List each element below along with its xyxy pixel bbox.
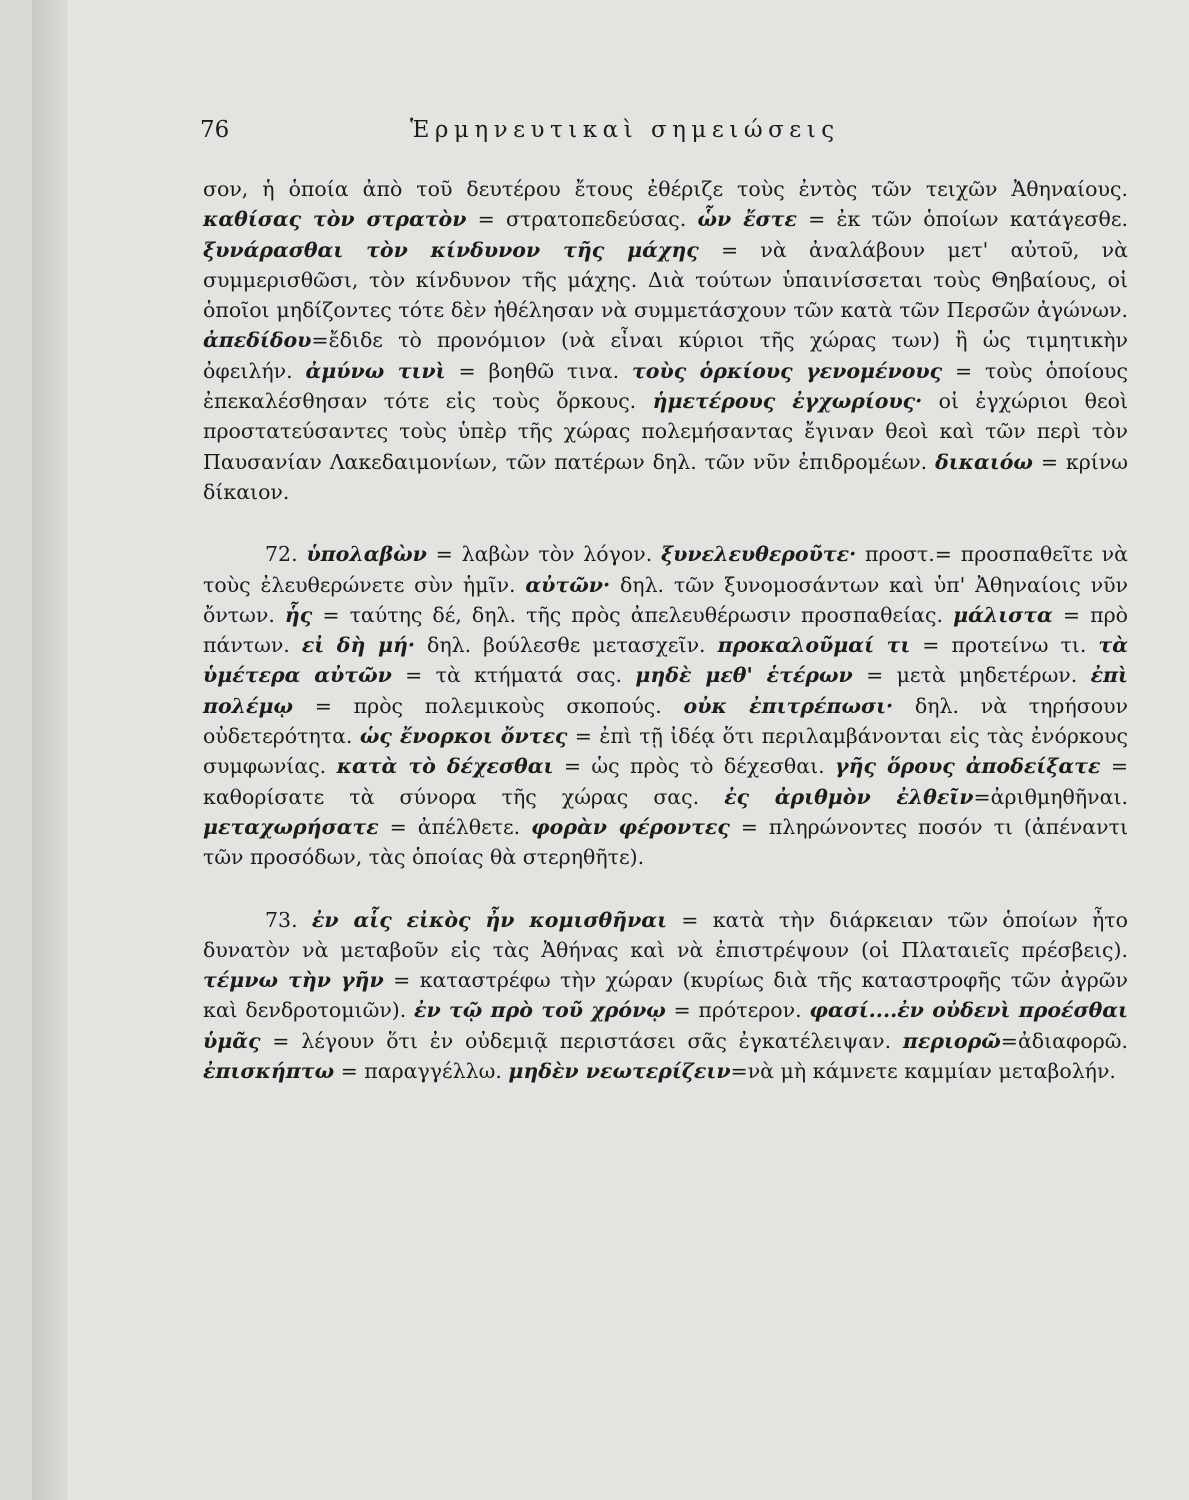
gloss-text: = τοὺς ὁποίους ἐπεκαλέσθησαν τότε εἰς τοὺς ὅρκους. bbox=[203, 358, 1128, 414]
gloss-text: δηλ. βούλεσθε μετασχεῖν. bbox=[415, 633, 718, 658]
lemma-term: οὐκ ἐπιτρέπωσι· bbox=[683, 693, 894, 718]
gloss-text: = νὰ ἀναλάβουν μετ' αὐτοῦ, νὰ συμμερισθῶσι, τὸν κίνδυνον τῆς μάχης. Διὰ τούτων ὑπαινίσσεται τοὺς Θηβαίους, οἱ ὁποῖοι μηδίζοντες τότε δὲν ἠθέλησαν νὰ συμμετάσχουν τῶν κατὰ τῶν Περσῶν ἀγώνων. bbox=[203, 237, 1128, 323]
gloss-text: = καταστρέφω τὴν χώραν (κυρίως διὰ τῆς καταστροφῆς τῶν ἀγρῶν καὶ δενδροτομιῶν). bbox=[203, 968, 1128, 1023]
lemma-term: ἐπισκήπτω bbox=[203, 1059, 335, 1084]
lemma-term: τοὺς ὁρκίους γενομένους bbox=[632, 358, 943, 383]
lemma-term: ἀμύνω τινὶ bbox=[305, 358, 446, 383]
lemma-term: ἐν αἷς εἰκὸς ἦν κομισθῆναι bbox=[311, 907, 667, 932]
lemma-term: ἐπὶ πολέμῳ bbox=[203, 663, 1128, 718]
gloss-text: σον, ἡ ὁποία ἀπὸ τοῦ δευτέρου ἔτους ἐθέριζε τοὺς ἐντὸς τῶν τειχῶν Ἀθηναίους. bbox=[203, 177, 1128, 201]
gloss-text: = πρὸς πολεμικοὺς σκοπούς. bbox=[293, 693, 684, 718]
lemma-term: τὰ ὑμέτερα αὐτῶν bbox=[203, 633, 1128, 688]
gloss-text: = καθορίσατε τὰ σύνορα τῆς χώρας σας. bbox=[203, 754, 1128, 809]
lemma-term: καθίσας τὸν στρατὸν bbox=[203, 207, 467, 232]
lemma-term: μηδὲν νεωτερίζειν bbox=[508, 1059, 731, 1084]
gloss-text: = ἐκ τῶν ὁποίων κατάγεσθε. bbox=[796, 207, 1129, 232]
gloss-text: = βοηθῶ τινα. bbox=[445, 358, 632, 383]
gloss-text: προστ.= προσπαθεῖτε νὰ τοὺς ἐλευθερώνετε σὺν ἡμῖν. bbox=[203, 542, 1128, 597]
gloss-text: = πρότερον. bbox=[665, 998, 810, 1023]
gloss-text: δηλ. τῶν ξυνομοσάντων καὶ ὑπ' Ἀθηναίοις νῦν ὄντων. bbox=[203, 572, 1128, 627]
lemma-term: ὡς ἔνορκοι ὄντες bbox=[359, 724, 568, 749]
gloss-text: = στρατοπεδεύσας. bbox=[466, 207, 698, 232]
paragraph-number: 73. bbox=[265, 907, 298, 932]
running-title: Ἑρμηνευτικαὶ σημειώσεις bbox=[410, 117, 840, 143]
running-header bbox=[200, 117, 940, 149]
gloss-text: =ἀδιαφορῶ. bbox=[1000, 1028, 1128, 1053]
paragraph-number: 72. bbox=[265, 542, 298, 567]
lemma-term: ἐν τῷ πρὸ τοῦ χρόνῳ bbox=[414, 998, 666, 1023]
lemma-term: ξυνελευθεροῦτε· bbox=[661, 542, 857, 567]
gloss-text: οἱ ἐγχώριοι θεοὶ προστατεύσαντες τοὺς ὑπὲρ τῆς χώρας πολεμήσαντας ἔγιναν θεοὶ καὶ τῶν περὶ τὸν Παυσανίαν Λακεδαιμονίων, τῶν πατέρων δηλ. τῶν νῦν ἐπιδρομέων. bbox=[203, 389, 1128, 474]
lemma-term: ξυνάρασθαι τὸν κίνδυνον τῆς μάχης bbox=[203, 237, 699, 262]
page-number: 76 bbox=[200, 117, 230, 143]
gloss-text: = κατὰ τὴν διάρκειαν τῶν ὁποίων ἦτο δυνατὸν νὰ μεταβοῦν εἰς τὰς Ἀθήνας καὶ νὰ ἐπιστρέψουν (οἱ Πλαταιεῖς πρέσβεις). bbox=[203, 907, 1128, 962]
lemma-term: περιορῶ bbox=[902, 1028, 1001, 1053]
lemma-term: ἀπεδίδου bbox=[203, 328, 312, 353]
lemma-term: εἰ δὴ μή· bbox=[301, 633, 416, 658]
lemma-term: κατὰ τὸ δέχεσθαι bbox=[336, 754, 554, 779]
paragraph-continuation bbox=[203, 174, 1128, 507]
page-gutter-shadow bbox=[32, 0, 68, 1500]
gloss-text: = κρίνω δίκαιον. bbox=[203, 449, 1128, 504]
lemma-term: μεταχωρήσατε bbox=[203, 814, 379, 839]
lemma-term: μηδὲ μεθ' ἑτέρων bbox=[635, 663, 853, 688]
commentary-body bbox=[203, 174, 1128, 1086]
gloss-text: = τὰ κτήματά σας. bbox=[391, 663, 636, 688]
lemma-term: δικαιόω bbox=[935, 449, 1033, 474]
paragraph-72 bbox=[203, 539, 1128, 872]
gloss-text: =νὰ μὴ κάμνετε καμμίαν μεταβολήν. bbox=[730, 1059, 1116, 1084]
gloss-text: =ἔδιδε τὸ προνόμιον (νὰ εἶναι κύριοι τῆς χώρας των) ἢ ὡς τιμητικὴν ὀφειλήν. bbox=[203, 328, 1128, 383]
gloss-text: = λαβὼν τὸν λόγον. bbox=[426, 542, 662, 567]
gloss-text: = προτείνω τι. bbox=[910, 633, 1099, 658]
gloss-text: = ἀπέλθετε. bbox=[378, 814, 532, 839]
gloss-text: = μετὰ μηδετέρων. bbox=[852, 663, 1091, 688]
lemma-term: προκαλοῦμαί τι bbox=[717, 633, 911, 658]
lemma-term: ὧν ἔστε bbox=[697, 207, 797, 232]
gloss-text: = παραγγέλλω. bbox=[334, 1059, 509, 1084]
lemma-term: φορὰν φέροντες bbox=[531, 814, 730, 839]
paragraph-73 bbox=[203, 905, 1128, 1087]
lemma-term: τέμνω τὴν γῆν bbox=[203, 968, 384, 993]
gloss-text: = ὡς πρὸς τὸ δέχεσθαι. bbox=[553, 754, 836, 779]
gloss-text: = ἐπὶ τῇ ἰδέᾳ ὅτι περιλαμβάνονται εἰς τὰς ἐνόρκους συμφωνίας. bbox=[203, 724, 1128, 779]
gloss-text: =ἀριθμηθῆναι. bbox=[973, 784, 1128, 809]
lemma-term: ἡμετέρους ἐγχωρίους· bbox=[652, 389, 923, 414]
lemma-term: αὐτῶν· bbox=[525, 572, 611, 597]
gloss-text: δηλ. νὰ τηρήσουν οὐδετερότητα. bbox=[203, 693, 1128, 749]
lemma-term: μάλιστα bbox=[953, 602, 1053, 627]
gloss-text: = λέγουν ὅτι ἐν οὐδεμιᾷ περιστάσει σᾶς ἐγκατέλειψαν. bbox=[260, 1028, 903, 1053]
lemma-term: φασί....ἐν οὐδενὶ προέσθαι ὑμᾶς bbox=[203, 998, 1128, 1053]
gloss-text: = πληρώνοντες ποσόν τι (ἀπέναντι τῶν προσόδων, τὰς ὁποίας θὰ στερηθῆτε). bbox=[203, 814, 1128, 870]
lemma-term: γῆς ὅρους ἀποδείξατε bbox=[835, 754, 1101, 779]
gloss-text: = ταύτης δέ, δηλ. τῆς πρὸς ἀπελευθέρωσιν προσπαθείας. bbox=[312, 602, 954, 627]
lemma-term: ἐς ἀριθμὸν ἐλθεῖν bbox=[724, 784, 974, 809]
gloss-text: = πρὸ πάντων. bbox=[203, 602, 1129, 658]
lemma-term: ἧς bbox=[284, 602, 313, 627]
lemma-term: ὑπολαβὼν bbox=[306, 542, 427, 567]
